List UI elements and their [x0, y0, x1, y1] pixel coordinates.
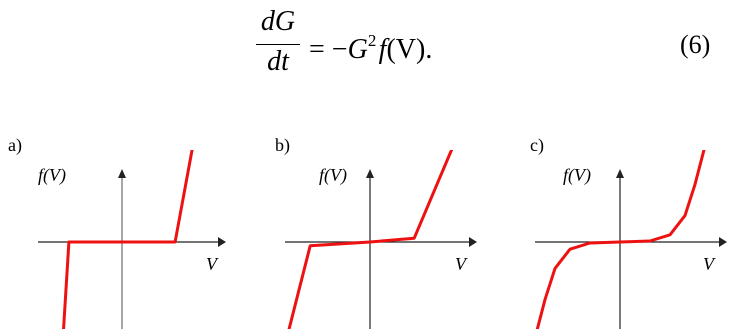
x-axis-arrow — [469, 237, 477, 247]
fraction-numerator: dG — [260, 6, 296, 37]
panel-c-label: c) — [530, 135, 544, 155]
x-axis-label: V — [455, 254, 466, 274]
rhs-prefix: = − — [309, 34, 348, 65]
rhs-var: G — [347, 34, 368, 65]
rhs-end: . — [425, 34, 433, 65]
y-axis-arrow — [366, 169, 374, 178]
fraction-denominator: dt — [267, 46, 289, 78]
rhs-exponent: 2 — [367, 31, 377, 50]
curve-a — [63, 150, 193, 329]
panel-b — [267, 150, 497, 329]
panel-c-plot — [503, 150, 733, 329]
x-axis-arrow — [719, 237, 727, 247]
rhs-arg: (V) — [386, 34, 426, 65]
y-axis-label: f(V) — [38, 165, 66, 185]
x-axis-label: V — [703, 254, 714, 274]
y-axis-label: f(V) — [319, 165, 347, 185]
equation-6 — [0, 0, 733, 105]
derivative-fraction — [256, 8, 300, 82]
rhs-func: f — [378, 34, 387, 65]
panel-c — [503, 150, 733, 329]
panel-a-label: a) — [8, 135, 22, 155]
panel-a — [0, 150, 230, 329]
y-axis-arrow — [118, 169, 126, 178]
y-axis-label: f(V) — [563, 165, 591, 185]
panel-b-label: b) — [275, 135, 290, 155]
y-axis-arrow — [616, 169, 624, 178]
panel-b-plot — [267, 150, 497, 329]
x-axis-label: V — [206, 254, 217, 274]
x-axis-arrow — [218, 237, 226, 247]
fraction-bar — [256, 44, 300, 45]
panel-a-plot — [0, 150, 230, 329]
equation-rhs — [309, 32, 432, 64]
equation-number: (6) — [680, 30, 711, 59]
